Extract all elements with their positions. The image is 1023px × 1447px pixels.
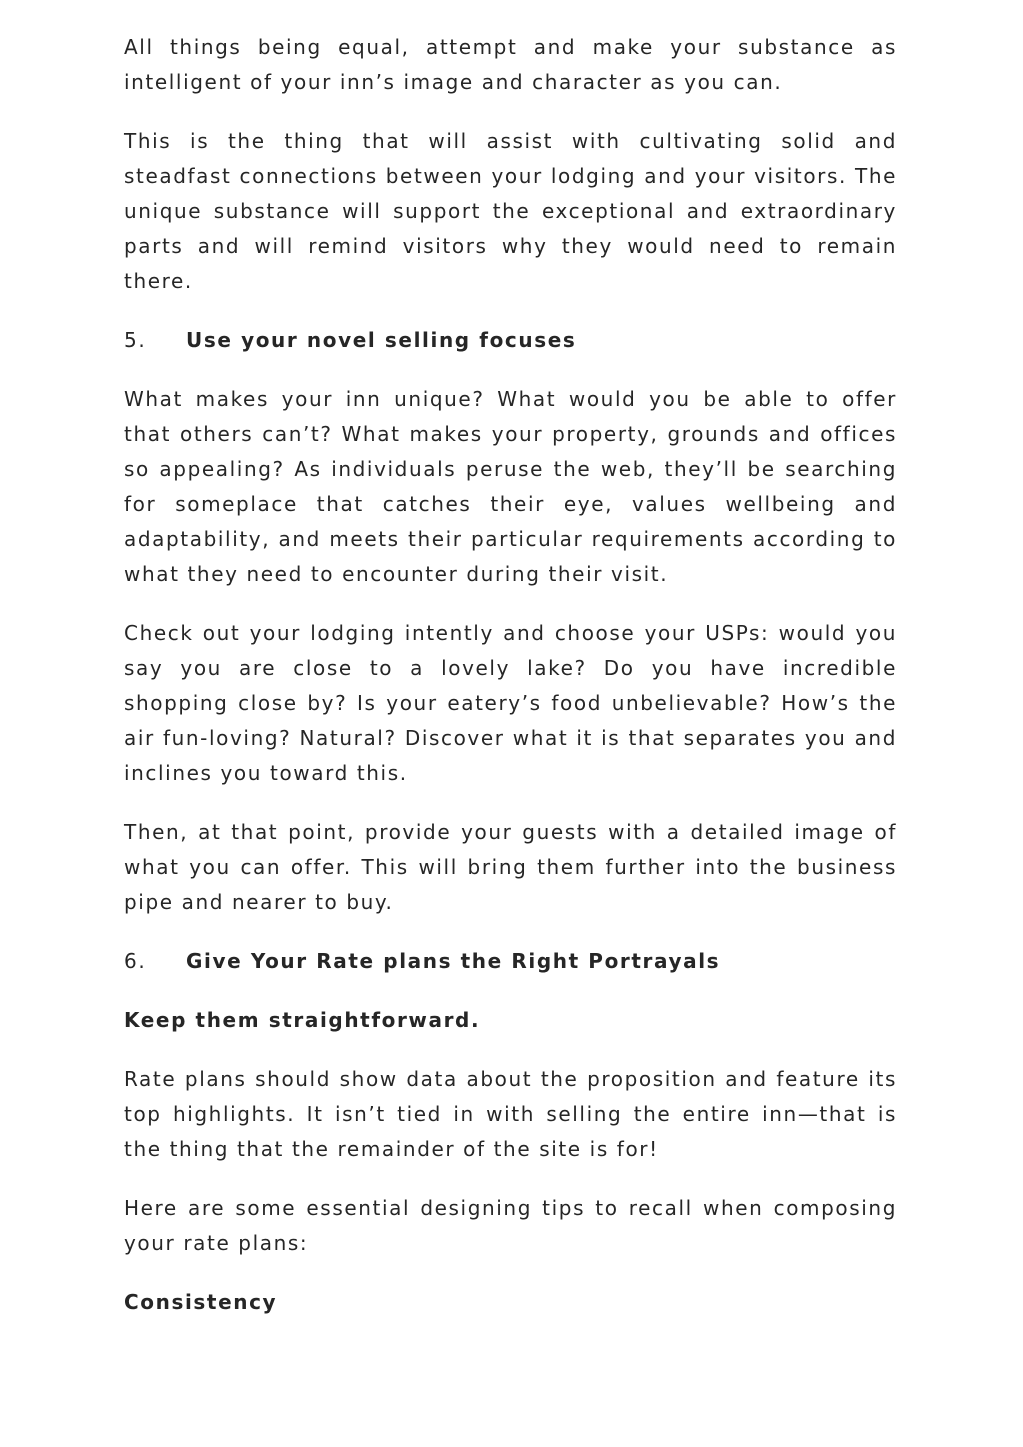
paragraph-rate-plans: Rate plans should show data about the proposition and feature its top highlights. It isn’t tied in with selling the entire inn—that is the thing that the remainder of the site is for!	[124, 1067, 897, 1161]
paragraph-usps: Check out your lodging intently and choose your USPs: would you say you are close to a lovely lake? Do you have incredible shopping close by? Is your eatery’s food unbelievable? How’s the air fun-loving? Natural? Discover what it is that separates you and inclines you toward this.	[124, 621, 897, 785]
paragraph-connections: This is the thing that will assist with cultivating solid and steadfast connections between your lodging and your visitors. The unique substance will support the exceptional and extraordinary parts and will remind visitors why they would need to remain there.	[124, 129, 897, 293]
subheading-consistency: Consistency	[124, 1290, 278, 1314]
section-number: 6.	[124, 949, 147, 973]
paragraph-guests: Then, at that point, provide your guests with a detailed image of what you can offer. This will bring them further into the business pipe and nearer to buy.	[124, 820, 897, 914]
paragraph-unique: What makes your inn unique? What would you be able to offer that others can’t? What makes your property, grounds and offices so appealing? As individuals peruse the web, they’ll be searching for someplace that catches their eye, values wellbeing and adaptability, and meets their particular requirements according to what they need to encounter during their visit.	[124, 387, 897, 586]
subheading-straightforward: Keep them straightforward.	[124, 1008, 481, 1032]
section-number: 5.	[124, 328, 147, 352]
document-page	[124, 30, 897, 1344]
section-title: Give Your Rate plans the Right Portrayals	[186, 949, 721, 973]
section-heading-5	[124, 323, 897, 358]
section-heading-6	[124, 944, 897, 979]
paragraph-intro: All things being equal, attempt and make your substance as intelligent of your inn’s image and character as you can.	[124, 35, 897, 94]
paragraph-tips: Here are some essential designing tips to recall when composing your rate plans:	[124, 1196, 897, 1255]
section-title: Use your novel selling focuses	[186, 328, 577, 352]
